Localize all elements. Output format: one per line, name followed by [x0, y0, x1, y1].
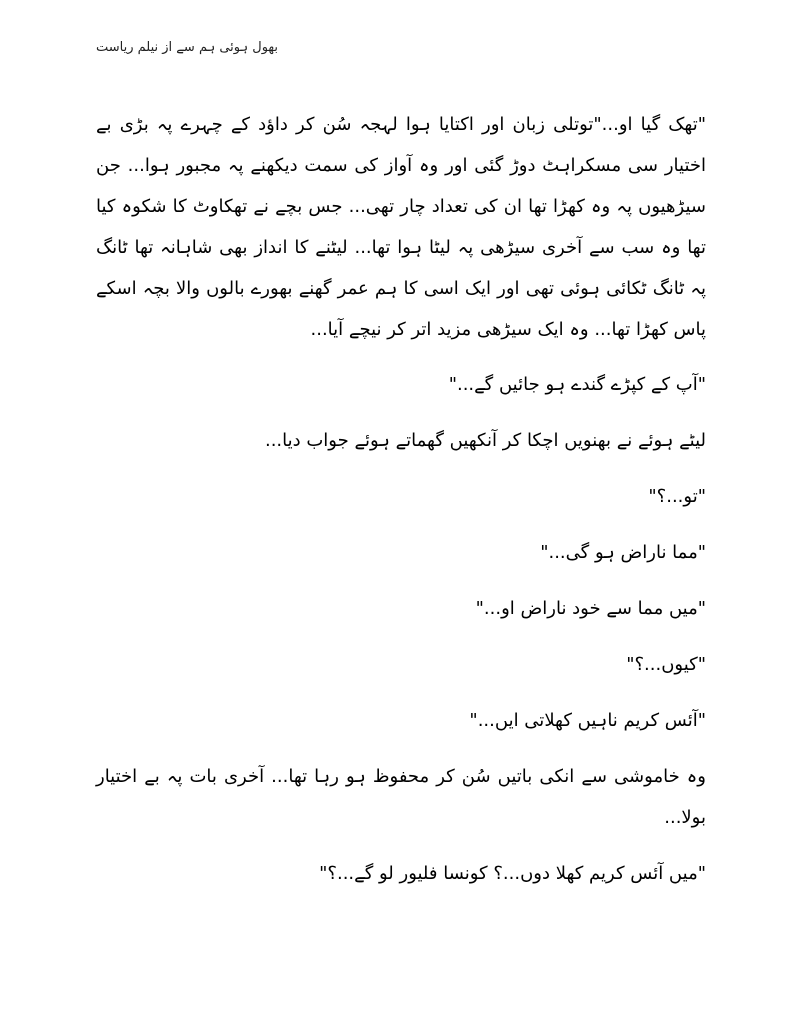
page-header: بھول ہوئی ہم سے از نیلم ریاست [96, 40, 279, 55]
paragraph-dialogue: "میں مما سے خود ناراض او..." [475, 598, 706, 619]
paragraph-narrative: وہ خاموشی سے انکی باتیں سُن کر محفوظ ہو رہا تھا... آخری بات پہ بے اختیار بولا... [96, 766, 706, 828]
paragraph-dialogue: "مما ناراض ہو گی..." [540, 542, 706, 563]
paragraph-dialogue: "کیوں...؟" [626, 654, 706, 675]
story-body [96, 104, 706, 909]
paragraph-dialogue: "تو...؟" [648, 486, 706, 507]
paragraph-narrative: لیٹے ہوئے نے بھنویں اچکا کر آنکھیں گھماتے ہوئے جواب دیا... [264, 430, 706, 451]
paragraph-dialogue: "آپ کے کپڑے گندے ہو جائیں گے..." [448, 374, 706, 395]
paragraph-dialogue: "آئس کریم ناہیں کھلاتی ایں..." [469, 710, 706, 731]
paragraph-dialogue: "میں آئس کریم کھلا دوں...؟ کونسا فلیور لو گے...؟" [319, 863, 706, 884]
paragraph-narrative: "تھک گیا او..."توتلی زبان اور اکتایا ہوا لہجہ سُن کر داؤد کے چہرے پہ بڑی بے اختیار سی مسکراہٹ دوڑ گئی اور وہ آواز کی سمت دیکھنے پہ مجبور ہوا... جن سیڑھیوں پہ وہ کھڑا تھا ان کی تعداد چار تھی... جس بچے نے تھکاوٹ کا شکوہ کیا تھا وہ سب سے آخری سیڑھی پہ لیٹا ہوا تھا... لیٹنے کا انداز بھی شاہانہ تھا ٹانگ پہ ٹانگ ٹکائی ہوئی تھی اور ایک اسی کا ہم عمر گھنے بھورے بالوں والا بچہ اسکے پاس کھڑا تھا... وہ ایک سیڑھی مزید اتر کر نیچے آیا... [96, 114, 706, 340]
